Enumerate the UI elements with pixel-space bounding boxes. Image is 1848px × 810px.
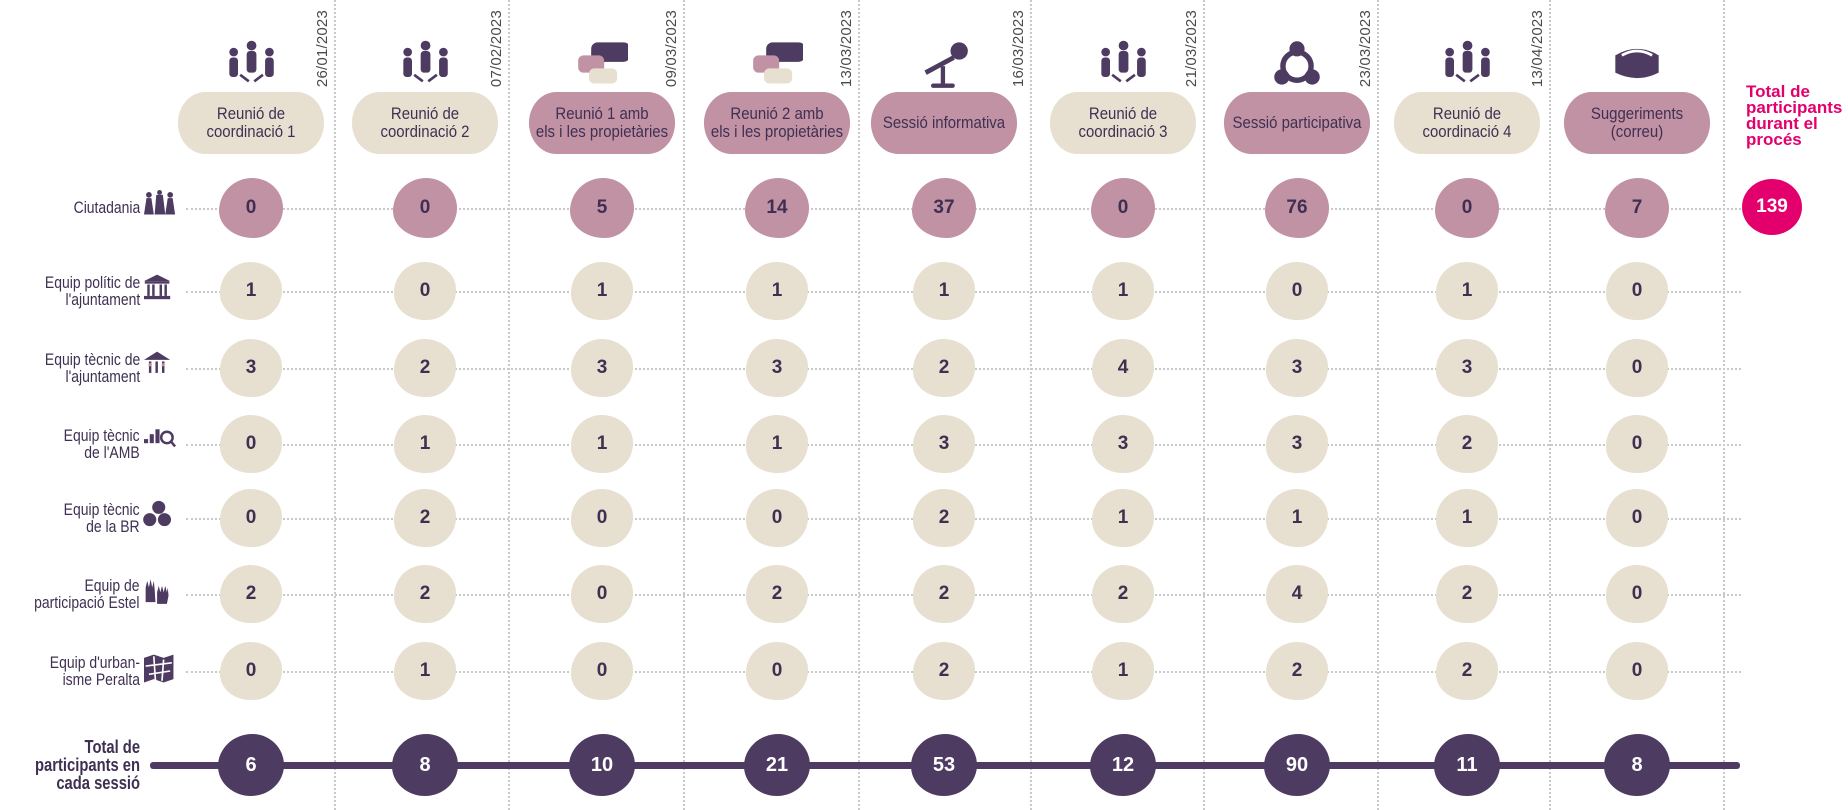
value-blob: 3 <box>913 415 975 473</box>
citizens-icon <box>142 190 182 231</box>
map-icon <box>142 653 182 694</box>
session-label-pill <box>1564 92 1710 154</box>
totals-label-line: Total de <box>84 737 140 757</box>
value-blob: 0 <box>1606 339 1668 397</box>
session-label <box>883 114 1005 132</box>
value-blob: 1 <box>220 262 282 320</box>
value-blob: 2 <box>913 339 975 397</box>
value-blob: 1 <box>571 415 633 473</box>
value-blob: 0 <box>571 565 633 623</box>
session-label-line: coordinació 3 <box>1078 122 1168 141</box>
grand-total-label-line: Total de <box>1746 82 1810 101</box>
circles-group-icon <box>142 500 182 541</box>
grand-total-label <box>1746 84 1842 148</box>
value-blob: 2 <box>1436 642 1498 700</box>
session-date: 23/03/2023 <box>1357 10 1374 88</box>
session-label-line: Reunió de <box>1432 104 1502 123</box>
column-divider <box>1203 0 1205 810</box>
value-blob: 2 <box>394 565 456 623</box>
value-blob: 1 <box>1436 262 1498 320</box>
value-blob: 1 <box>913 262 975 320</box>
row-label-line: Equip polític de <box>44 273 140 292</box>
session-label-line: coordinació 4 <box>1422 122 1512 141</box>
session-label <box>1423 105 1512 141</box>
value-blob: 0 <box>1091 178 1155 238</box>
session-label-line: Sessió participativa <box>1232 113 1362 132</box>
session-label-line: els i les propietàries <box>535 122 669 141</box>
session-label-line: els i les propietàries <box>710 122 844 141</box>
session-label-pill <box>871 92 1017 154</box>
mailbox-icon <box>1611 40 1663 93</box>
session-date: 21/03/2023 <box>1183 10 1200 88</box>
session-total-blob: 90 <box>1264 734 1330 796</box>
value-blob: 0 <box>746 642 808 700</box>
row-label-line: l'ajuntament <box>65 367 140 386</box>
value-blob: 1 <box>1092 642 1154 700</box>
session-date: 09/03/2023 <box>663 10 680 88</box>
session-label-pill <box>178 92 324 154</box>
value-blob: 0 <box>220 489 282 547</box>
session-date: 26/01/2023 <box>314 10 331 88</box>
session-label-pill <box>704 92 850 154</box>
session-label-line: coordinació 2 <box>380 122 470 141</box>
row-label <box>45 274 140 308</box>
session-total-blob: 11 <box>1434 734 1500 796</box>
session-total-blob: 12 <box>1090 734 1156 796</box>
value-blob: 0 <box>746 489 808 547</box>
value-blob: 3 <box>746 339 808 397</box>
row-label-line: Ciutadania <box>73 198 140 217</box>
value-blob: 3 <box>220 339 282 397</box>
session-date: 13/04/2023 <box>1529 10 1546 88</box>
speech-bubbles-icon <box>576 40 628 93</box>
column-divider <box>1030 0 1032 810</box>
row-label-line: de l'AMB <box>84 443 140 462</box>
grand-total-badge: 139 <box>1742 179 1802 235</box>
value-blob: 3 <box>1266 415 1328 473</box>
value-blob: 0 <box>219 178 283 238</box>
value-blob: 7 <box>1605 178 1669 238</box>
value-blob: 0 <box>1606 415 1668 473</box>
value-blob: 2 <box>394 489 456 547</box>
session-label-line: (correu) <box>1610 122 1664 141</box>
value-blob: 2 <box>746 565 808 623</box>
town-hall-icon <box>142 273 182 314</box>
raised-hands-icon <box>142 576 182 617</box>
value-blob: 0 <box>1606 489 1668 547</box>
session-label <box>207 105 296 141</box>
value-blob: 3 <box>1092 415 1154 473</box>
session-label-line: Sessió informativa <box>882 113 1006 132</box>
analysis-icon <box>142 426 182 467</box>
row-label-line: Equip d'urban- <box>49 653 140 672</box>
value-blob: 0 <box>571 489 633 547</box>
session-total-blob: 8 <box>1604 734 1670 796</box>
value-blob: 2 <box>220 565 282 623</box>
session-date: 13/03/2023 <box>838 10 855 88</box>
microphone-icon <box>918 40 970 93</box>
value-blob: 3 <box>571 339 633 397</box>
row-label-line: Equip tècnic de <box>44 350 140 369</box>
session-label-pill <box>529 92 675 154</box>
session-label-line: coordinació 1 <box>206 122 296 141</box>
session-label-pill <box>1394 92 1540 154</box>
meeting-people-icon <box>1097 40 1149 93</box>
participation-circle-icon <box>1271 40 1323 93</box>
value-blob: 0 <box>393 178 457 238</box>
session-label-line: Reunió 1 amb <box>555 104 649 123</box>
value-blob: 37 <box>912 178 976 238</box>
row-label-line: isme Peralta <box>62 670 141 689</box>
value-blob: 3 <box>1436 339 1498 397</box>
session-total-blob: 8 <box>392 734 458 796</box>
value-blob: 1 <box>746 415 808 473</box>
session-label-pill <box>352 92 498 154</box>
session-label-line: Reunió de <box>1088 104 1158 123</box>
row-label <box>45 351 140 385</box>
value-blob: 0 <box>220 415 282 473</box>
value-blob: 0 <box>1606 642 1668 700</box>
value-blob: 0 <box>1266 262 1328 320</box>
column-divider <box>858 0 860 810</box>
value-blob: 1 <box>571 262 633 320</box>
column-divider <box>1549 0 1551 810</box>
speech-bubbles-icon <box>751 40 803 93</box>
column-divider <box>508 0 510 810</box>
session-label <box>1591 105 1683 141</box>
totals-row-label <box>35 738 140 792</box>
value-blob: 0 <box>1606 565 1668 623</box>
value-blob: 1 <box>1436 489 1498 547</box>
meeting-people-icon <box>399 40 451 93</box>
column-divider <box>1723 0 1725 810</box>
value-blob: 2 <box>913 642 975 700</box>
value-blob: 2 <box>394 339 456 397</box>
value-blob: 2 <box>1266 642 1328 700</box>
value-blob: 1 <box>394 415 456 473</box>
session-label <box>536 105 668 141</box>
value-blob: 2 <box>1436 565 1498 623</box>
meeting-people-icon <box>1441 40 1493 93</box>
value-blob: 14 <box>745 178 809 238</box>
grand-total-label-line: durant el <box>1746 114 1818 133</box>
session-label <box>711 105 843 141</box>
value-blob: 76 <box>1265 178 1329 238</box>
technicians-icon <box>142 350 182 391</box>
value-blob: 2 <box>1092 565 1154 623</box>
row-label-line: Equip de <box>84 576 140 595</box>
value-blob: 0 <box>571 642 633 700</box>
totals-label-line: participants en <box>35 755 140 775</box>
row-label-line: participació Estel <box>34 593 140 612</box>
session-label-line: Suggeriments <box>1590 104 1684 123</box>
row-label-line: Equip tècnic <box>64 500 140 519</box>
session-total-blob: 6 <box>218 734 284 796</box>
value-blob: 1 <box>394 642 456 700</box>
value-blob: 5 <box>570 178 634 238</box>
row-label <box>50 654 140 688</box>
totals-label-line: cada sessió <box>56 773 140 793</box>
value-blob: 0 <box>1606 262 1668 320</box>
row-label <box>64 427 140 461</box>
session-label-pill <box>1224 92 1370 154</box>
value-blob: 4 <box>1092 339 1154 397</box>
value-blob: 2 <box>913 489 975 547</box>
row-label <box>73 199 140 216</box>
row-label <box>64 501 140 535</box>
value-blob: 1 <box>1266 489 1328 547</box>
session-total-blob: 10 <box>569 734 635 796</box>
row-label <box>35 577 140 611</box>
row-label-line: de la BR <box>86 517 140 536</box>
column-divider <box>334 0 336 810</box>
session-label-pill <box>1050 92 1196 154</box>
value-blob: 1 <box>746 262 808 320</box>
column-divider <box>1377 0 1379 810</box>
session-label-line: Reunió de <box>216 104 286 123</box>
value-blob: 1 <box>1092 489 1154 547</box>
value-blob: 0 <box>394 262 456 320</box>
session-label-line: Reunió de <box>390 104 460 123</box>
session-total-blob: 21 <box>744 734 810 796</box>
value-blob: 2 <box>1436 415 1498 473</box>
value-blob: 3 <box>1266 339 1328 397</box>
column-divider <box>683 0 685 810</box>
session-label <box>381 105 470 141</box>
value-blob: 2 <box>913 565 975 623</box>
value-blob: 4 <box>1266 565 1328 623</box>
grand-total-label-line: participants <box>1746 98 1843 117</box>
value-blob: 1 <box>1092 262 1154 320</box>
value-blob: 0 <box>220 642 282 700</box>
session-label-line: Reunió 2 amb <box>730 104 824 123</box>
session-date: 07/02/2023 <box>488 10 505 88</box>
session-label <box>1233 114 1362 132</box>
grand-total-label-line: procés <box>1746 130 1802 149</box>
row-label-line: l'ajuntament <box>65 290 140 309</box>
session-date: 16/03/2023 <box>1010 10 1027 88</box>
value-blob: 0 <box>1435 178 1499 238</box>
meeting-people-icon <box>225 40 277 93</box>
session-total-blob: 53 <box>911 734 977 796</box>
row-label-line: Equip tècnic <box>64 426 140 445</box>
session-label <box>1079 105 1168 141</box>
